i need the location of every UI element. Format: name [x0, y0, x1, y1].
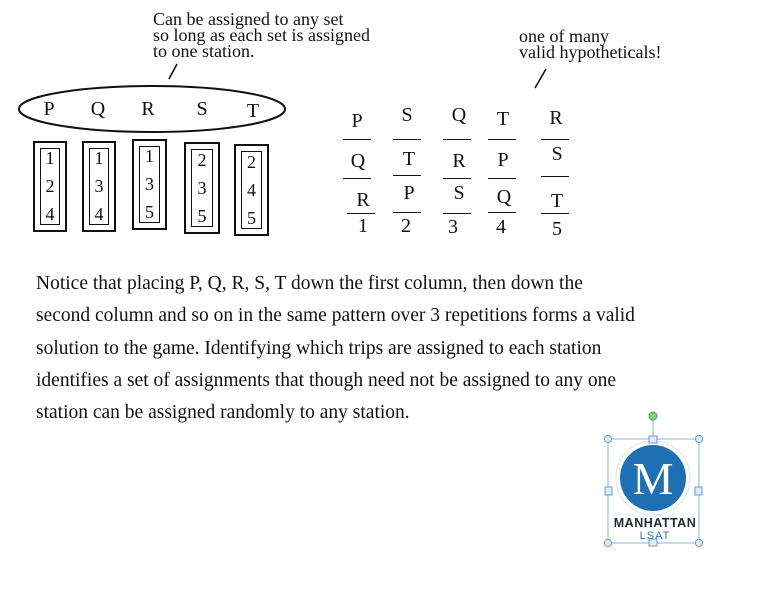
hypo-rule	[443, 178, 471, 179]
hypo-rule	[393, 212, 421, 213]
hypo-letter: P	[351, 110, 363, 132]
rotate-handle	[649, 412, 657, 420]
set-number: 1	[94, 148, 104, 169]
hypo-letter: S	[453, 182, 465, 204]
hypo-letter: Q	[350, 150, 366, 172]
hypo-letter: Q	[496, 186, 512, 208]
hypo-rule	[541, 139, 569, 140]
hypo-letter: Q	[451, 104, 467, 126]
hypo-letter: R	[549, 107, 563, 129]
hypo-letter: T	[402, 148, 416, 170]
set-number: 3	[145, 173, 154, 194]
hypo-station-number: 3	[448, 216, 458, 238]
hypo-rule	[393, 139, 421, 140]
hypo-station-number: 1	[358, 215, 368, 237]
hypo-rule	[488, 178, 516, 179]
hypo-rule	[343, 178, 371, 179]
hypo-rule	[488, 212, 516, 213]
oval-letter-p: P	[43, 98, 55, 120]
hypo-rule	[541, 213, 569, 214]
hypo-rule	[443, 139, 471, 140]
resize-handle	[605, 487, 612, 495]
resize-handle	[695, 435, 702, 442]
hypo-station-number: 5	[552, 218, 562, 240]
oval-letter-r: R	[141, 98, 155, 120]
hypo-letter: P	[403, 182, 415, 204]
set-number: 5	[145, 201, 154, 222]
hypo-letter: T	[496, 108, 510, 130]
hypo-rule	[347, 213, 375, 214]
resize-handle	[649, 436, 657, 443]
oval-letter-s: S	[196, 98, 208, 120]
hypo-letter: S	[401, 104, 413, 126]
set-number: 1	[45, 148, 55, 169]
annotation-any-set: Can be assigned to any set so long as each set is assigned to one station.	[153, 9, 370, 61]
hypo-letter: R	[356, 189, 370, 211]
resize-handle	[604, 435, 611, 442]
set-number: 2	[45, 175, 55, 196]
set-box-t	[234, 144, 269, 236]
pointer-tick-left	[169, 64, 177, 79]
set-number: 2	[247, 151, 256, 172]
set-number: 4	[94, 203, 104, 224]
hypo-rule	[393, 175, 421, 176]
set-number: 4	[247, 179, 256, 200]
set-box-s	[184, 142, 220, 234]
logo-name: MANHATTAN	[613, 516, 697, 530]
set-number: 3	[197, 177, 207, 198]
hypo-letter: T	[550, 190, 564, 212]
set-number: 5	[197, 205, 207, 226]
logo-image[interactable]	[603, 408, 707, 550]
set-number: 2	[197, 149, 207, 170]
explanation-paragraph: Notice that placing P, Q, R, S, T down the first column, then down the second column and so on in the same pattern over 3 repetitions forms a valid solution to the game. Identifying which trips are assigned to each station identifies a set of assignments that though need not be assigned to any one station can be assigned randomly to any station.	[36, 273, 635, 424]
annotation-hypothetical: one of many valid hypotheticals!	[519, 26, 662, 62]
oval-letter-q: Q	[90, 98, 106, 120]
set-box-r	[132, 139, 167, 230]
hypo-station-number: 4	[496, 216, 506, 238]
logo-letter: M	[632, 453, 674, 504]
hypo-rule	[488, 139, 516, 140]
hypo-rule	[443, 213, 471, 214]
set-box-q	[82, 141, 116, 232]
hypo-letter: P	[497, 149, 509, 171]
set-box-p	[33, 141, 67, 232]
hypo-rule	[343, 139, 371, 140]
pointer-tick-right	[535, 69, 546, 88]
logo-subtitle: LSAT	[639, 530, 671, 542]
hypo-station-number: 2	[401, 215, 411, 237]
resize-handle	[695, 487, 702, 495]
set-number: 4	[45, 203, 55, 224]
set-number: 1	[145, 146, 154, 167]
hypo-letter: S	[551, 143, 563, 165]
set-number: 5	[247, 207, 256, 228]
hypo-letter: R	[452, 150, 466, 172]
set-number: 3	[94, 175, 104, 196]
oval-letter-t: T	[246, 100, 260, 122]
hypo-rule	[541, 176, 569, 177]
